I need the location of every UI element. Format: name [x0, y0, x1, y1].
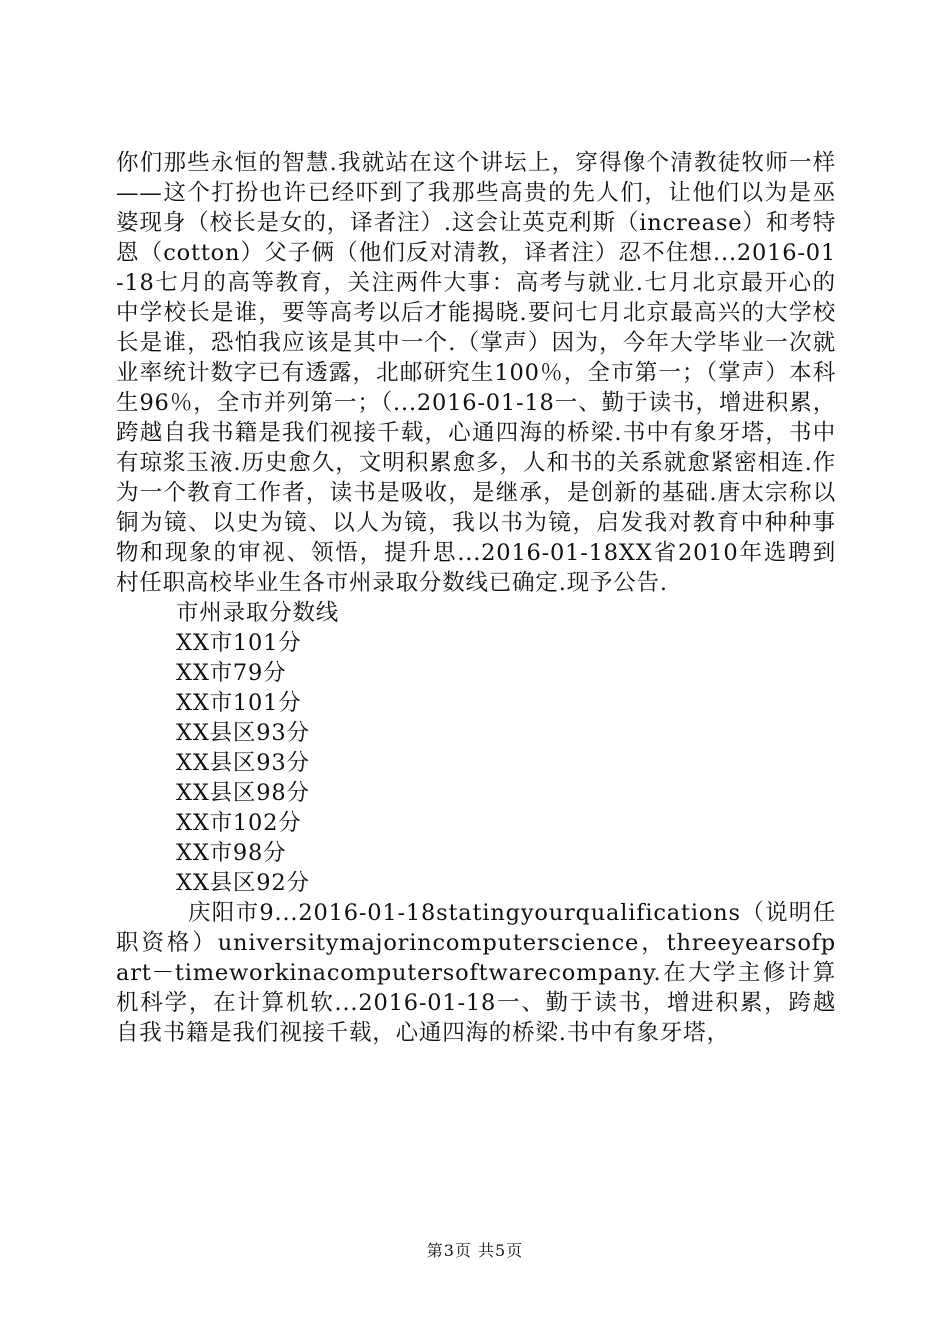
score-list-item: XX市102分: [176, 810, 302, 836]
score-list-item: XX市101分: [176, 630, 302, 656]
document-body: [116, 148, 836, 1048]
paragraph-2: 庆阳市9...2016-01-18statingyourqualifications（说明任职资格）universitymajorincomputerscience，threeyearsofpart－timeworkinacomputersoftwarecompany.在大学主修计算机科学，在计算机软...2016-01-18一、勤于读书，增进积累，跨越自我书籍是我们视接千载，心通四海的桥梁.书中有象牙塔，: [116, 900, 836, 1046]
page-footer: [0, 1238, 950, 1261]
score-list-item: XX县区92分: [176, 870, 310, 896]
score-list-item: XX市98分: [176, 840, 287, 866]
score-list-item: XX县区93分: [176, 720, 310, 746]
score-list-item: XX县区93分: [176, 750, 310, 776]
score-list-item: XX市101分: [176, 690, 302, 716]
page-indicator: 第3页 共5页: [426, 1241, 524, 1260]
score-list-item: XX市79分: [176, 660, 287, 686]
score-list: [116, 598, 836, 898]
score-list-heading: 市州录取分数线: [176, 600, 340, 626]
paragraph-1: 你们那些永恒的智慧.我就站在这个讲坛上，穿得像个清教徒牧师一样——这个打扮也许已经吓到了我那些高贵的先人们，让他们以为是巫婆现身（校长是女的，译者注）.这会让英克利斯（increase）和考特恩（cotton）父子俩（他们反对清教，译者注）忍不住想...2016-01-18七月的高等教育，关注两件大事：高考与就业.七月北京最开心的中学校长是谁，要等高考以后才能揭晓.要问七月北京最高兴的大学校长是谁，恐怕我应该是其中一个.（掌声）因为，今年大学毕业一次就业率统计数字已有透露，北邮研究生100％，全市第一；（掌声）本科生96％，全市并列第一；（...2016-01-18一、勤于读书，增进积累，跨越自我书籍是我们视接千载，心通四海的桥梁.书中有象牙塔，书中有琼浆玉液.历史愈久，文明积累愈多，人和书的关系就愈紧密相连.作为一个教育工作者，读书是吸收，是继承，是创新的基础.唐太宗称以铜为镜、以史为镜、以人为镜，我以书为镜，启发我对教育中种种事物和现象的审视、领悟，提升思...2016-01-18XX省2010年选聘到村任职高校毕业生各市州录取分数线已确定.现予公告.: [116, 150, 836, 596]
score-list-item: XX县区98分: [176, 780, 310, 806]
